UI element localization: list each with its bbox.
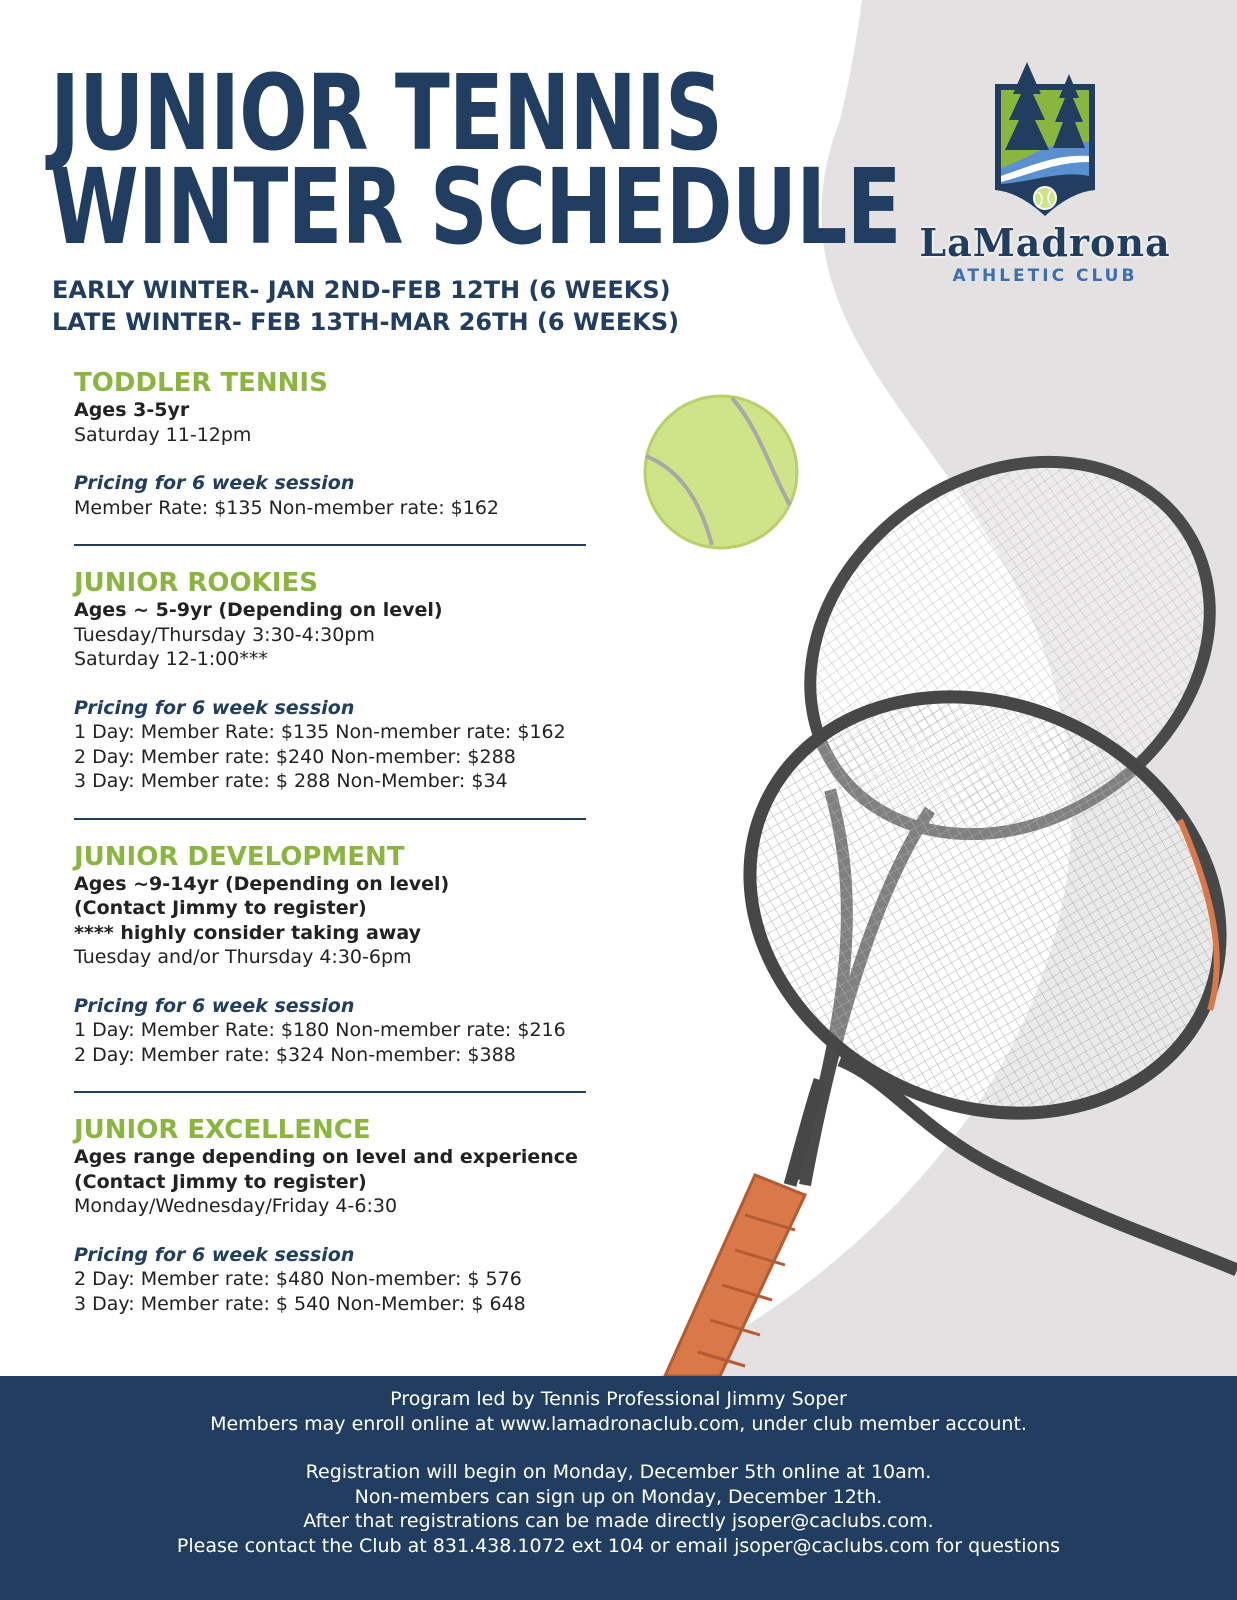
program-title: TODDLER TENNIS [74,368,328,398]
late-winter-session: LATE WINTER- FEB 13TH-MAR 26TH (6 WEEKS) [52,308,680,336]
pricing-heading: Pricing for 6 week session [74,472,355,494]
program-note: **** highly consider taking away [74,921,421,944]
program-title: JUNIOR DEVELOPMENT [74,841,405,872]
program-ages: Ages range depending on level and experience [74,1146,578,1168]
pricing-heading: Pricing for 6 week session [74,1243,355,1266]
program-title: JUNIOR ROOKIES [74,568,318,598]
early-winter-session: EARLY WINTER- JAN 2ND-FEB 12TH (6 WEEKS) [52,276,671,304]
price-line: 1 Day: Member Rate: $135 Non-member rate: $162 [74,721,566,743]
price-line: 3 Day: Member rate: $ 288 Non-Member: $34 [74,770,508,792]
programs-list [74,368,594,1316]
footer-line: Program led by Tennis Professional Jimmy Soper [390,1388,847,1410]
title-line-2: WINTER SCHEDULE [50,146,901,268]
program-note: (Contact Jimmy to register) [74,897,367,919]
program-title: JUNIOR EXCELLENCE [74,1115,371,1145]
program-toddler-tennis [74,368,594,520]
footer-line: Registration will begin on Monday, December 5th online at 10am. [305,1461,932,1483]
pricing-heading: Pricing for 6 week session [74,994,355,1017]
program-schedule: Tuesday and/or Thursday 4:30-6pm [74,946,412,968]
price-line: 2 Day: Member rate: $240 Non-member: $288 [74,745,516,768]
program-schedule: Saturday 11-12pm [74,423,252,446]
club-crest-icon [991,58,1099,218]
title-line-1: JUNIOR TENNIS [50,52,723,174]
program-ages: Ages ~ 5-9yr (Depending on level) [74,599,443,621]
club-subtitle: ATHLETIC CLUB [952,266,1138,286]
club-name: LaMadrona [919,220,1171,265]
pricing-heading: Pricing for 6 week session [74,696,355,719]
price-line: 2 Day: Member rate: $480 Non-member: $ 576 [74,1268,522,1290]
footer-info [0,1376,1237,1600]
program-schedule: Saturday 12-1:00*** [74,648,268,670]
price-line: 3 Day: Member rate: $ 540 Non-Member: $ 648 [74,1292,526,1315]
program-note: (Contact Jimmy to register) [74,1170,367,1193]
footer-program-info [0,1376,1237,1436]
section-divider [74,818,586,820]
section-divider [74,544,586,546]
program-schedule: Tuesday/Thursday 3:30-4:30pm [74,623,375,646]
section-divider [74,1091,586,1093]
footer-line: Please contact the Club at 831.438.1072 ext 104 or email jsoper@caclubs.com for questions [176,1534,1061,1557]
footer-line: Members may enroll online at www.lamadronaclub.com, under club member account. [210,1412,1027,1435]
club-logo [905,58,1185,298]
price-line: Member Rate: $135 Non-member rate: $162 [74,496,500,519]
footer-line: After that registrations can be made directly jsoper@caclubs.com. [303,1510,934,1532]
page-title [50,52,901,268]
program-ages: Ages 3-5yr [74,399,190,421]
program-junior-excellence [74,1115,594,1316]
program-schedule: Monday/Wednesday/Friday 4-6:30 [74,1195,398,1217]
program-junior-development [74,842,594,1068]
price-line: 1 Day: Member Rate: $180 Non-member rate: $216 [74,1019,566,1041]
price-line: 2 Day: Member rate: $324 Non-member: $388 [74,1043,516,1066]
footer-registration-info [0,1460,1237,1558]
session-dates [52,274,679,338]
footer-line: Non-members can sign up on Monday, December 12th. [354,1485,883,1508]
program-junior-rookies [74,568,594,794]
tennis-ball-icon [645,396,797,548]
program-ages: Ages ~9-14yr (Depending on level) [74,872,450,895]
